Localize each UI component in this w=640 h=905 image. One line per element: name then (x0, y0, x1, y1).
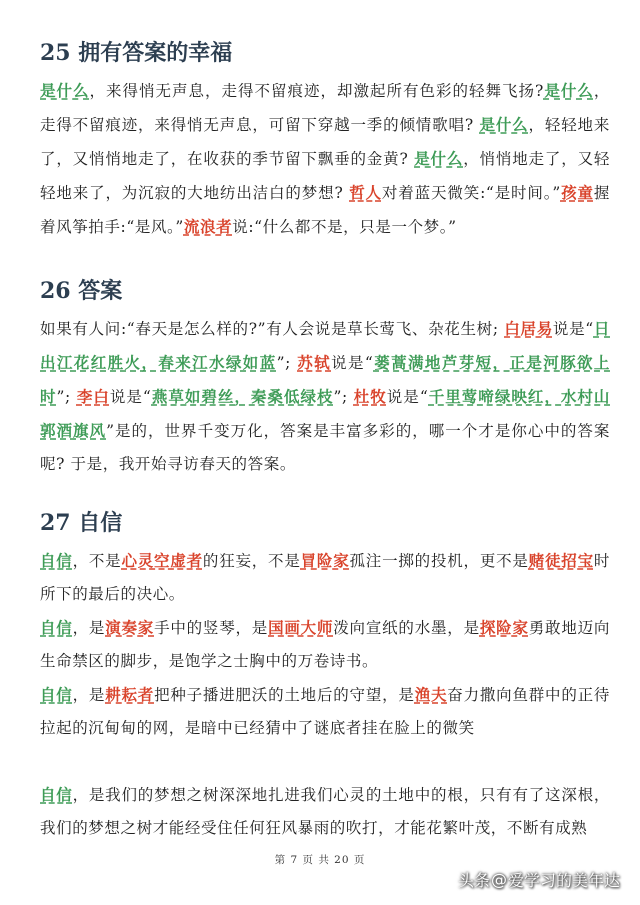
text-run: ”; (56, 388, 77, 406)
section-27 (40, 506, 610, 845)
text-run: ，不是 (72, 552, 122, 570)
section-27-title: 27 自信 (40, 510, 123, 536)
section-26-title: 26 答案 (40, 278, 123, 304)
text-run: 说:“什么都不是，只是一个梦。” (232, 218, 457, 236)
watermark-name: 爱学习的美年达 (507, 871, 620, 890)
section-26-paragraph (40, 312, 610, 481)
text-run: ，轻轻地来了，又悄悄地走了，在收获的季节留下飘垂的金黄? (40, 116, 610, 168)
text-run: 泼向宣纸的水墨，是 (333, 619, 480, 637)
highlight-green: 自信 (40, 551, 73, 570)
highlight-red: 杜牧 (353, 387, 387, 406)
highlight-green: 千里莺啼绿映红，水村山郭酒旗风 (40, 387, 611, 440)
highlight-red: 心灵空虚者 (121, 551, 203, 570)
highlight-green: 是什么 (414, 149, 464, 168)
highlight-green: 蒌蒿满地芦芽短，正是河豚欲上时 (40, 353, 611, 406)
text-run: 手中的竖琴，是 (154, 619, 269, 637)
text-run: 说是“ (386, 388, 429, 406)
highlight-red: 哲人 (349, 183, 382, 202)
text-run: 说是“ (109, 388, 152, 406)
text-run: 把种子播进肥沃的土地后的守望，是 (154, 686, 415, 704)
text-run: ，是 (72, 619, 106, 637)
text-run: 对着蓝天微笑:“是时间。” (381, 184, 561, 202)
text-run: 握着风筝拍手:“是风。” (40, 184, 610, 236)
highlight-green: 是什么 (479, 115, 529, 134)
highlight-red: 苏轼 (297, 353, 332, 372)
text-run: ”; (333, 388, 354, 406)
text-run: 说是“ (552, 320, 594, 338)
section-27-paragraph-3 (40, 678, 610, 745)
highlight-green: 是什么 (40, 81, 90, 100)
highlight-green: 燕草如碧丝，秦桑低绿枝 (151, 387, 334, 406)
highlight-red: 流浪者 (183, 217, 233, 236)
section-27-paragraph-2 (40, 611, 610, 678)
highlight-green: 是什么 (543, 81, 594, 100)
section-27-paragraph-1 (40, 544, 610, 611)
text-run: 时所下的最后的决心。 (40, 552, 610, 603)
watermark-prefix: 头条 (457, 871, 490, 890)
highlight-red: 渔夫 (414, 685, 448, 704)
text-run: 奋力撒向鱼群中的正待拉起的沉甸甸的网，是暗中已经猜中了谜底者挂在脸上的微笑 (40, 686, 611, 737)
highlight-red: 演奏家 (105, 618, 155, 637)
section-27-paragraph-4 (40, 778, 610, 845)
highlight-red: 国画大师 (268, 618, 334, 637)
page-number: 第 7 页 共 20 页 (274, 854, 366, 866)
highlight-green: 日出江花红胜火，春来江水绿如蓝 (40, 319, 610, 372)
text-run: ”; (276, 354, 298, 372)
section-25-title: 25 拥有答案的幸福 (40, 40, 233, 66)
highlight-green: 自信 (40, 785, 73, 804)
section-25 (40, 36, 610, 244)
section-25-paragraph (40, 74, 610, 244)
text-run: 孤注一掷的投机，更不是 (349, 552, 529, 570)
highlight-red: 冒险家 (300, 551, 350, 570)
text-run: ”是的，世界千变万化，答案是丰富多彩的，哪一个才是你心中的答案呢? 于是，我开始寻访春天的答案。 (40, 422, 610, 473)
text-run: 勇敢地迈向生命禁区的脚步，是饱学之士胸中的万卷诗书。 (40, 619, 611, 670)
watermark (458, 868, 620, 891)
text-run: ，是 (72, 686, 106, 704)
highlight-green: 自信 (40, 618, 73, 637)
text-run: 说是“ (331, 354, 374, 372)
text-run: ，悄悄地走了，又轻轻地来了，为沉寂的大地纺出洁白的梦想? (40, 150, 611, 202)
highlight-red: 耕耘者 (105, 685, 155, 704)
text-run: ，是我们的梦想之树深深地扎进我们心灵的土地中的根，只有有了这深根，我们的梦想之树才能经受住任何狂风暴雨的吹打，才能花繁叶茂，不断有成熟 (40, 786, 610, 837)
highlight-red: 白居易 (504, 319, 553, 338)
text-run: 的狂妄，不是 (202, 552, 301, 570)
highlight-red: 探险家 (479, 618, 529, 637)
highlight-red: 李白 (76, 387, 110, 406)
text-run: ，走得不留痕迹，来得悄无声息，可留下穿越一季的倾情歌唱? (40, 82, 610, 134)
text-run: ，来得悄无声息，走得不留痕迹，却激起所有色彩的轻舞飞扬? (89, 82, 544, 100)
highlight-red: 赌徒招宝 (528, 551, 594, 570)
highlight-green: 自信 (40, 685, 73, 704)
at-icon: @ (490, 870, 507, 889)
section-26 (40, 274, 610, 481)
highlight-red: 孩童 (560, 183, 594, 202)
text-run: 如果有人问:“春天是怎么样的?”有人会说是草长莺飞、杂花生树; (40, 320, 505, 338)
